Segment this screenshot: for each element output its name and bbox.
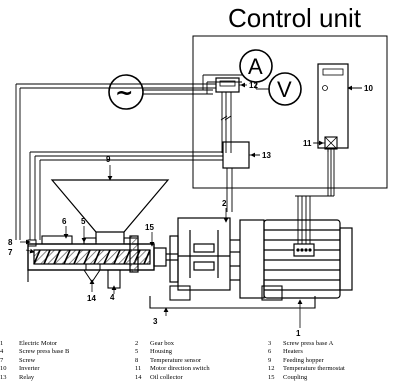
legend-label: Screw press base B bbox=[19, 348, 70, 356]
voltmeter-icon bbox=[269, 73, 301, 105]
legend-number: 2 bbox=[135, 340, 139, 347]
callout-14: 14 bbox=[87, 294, 96, 303]
legend-number: 11 bbox=[135, 365, 142, 373]
callout-10: 10 bbox=[364, 84, 373, 93]
legend-label: Temperature sensor bbox=[150, 356, 201, 364]
legend-row bbox=[0, 348, 407, 356]
legend-row bbox=[0, 374, 407, 382]
control-wiring-right bbox=[227, 168, 232, 212]
legend-label: Feeding hopper bbox=[283, 356, 324, 364]
gear-box bbox=[170, 218, 240, 290]
callout-leaders bbox=[20, 85, 362, 328]
callout-5: 5 bbox=[81, 217, 86, 226]
legend-label: Relay bbox=[19, 373, 35, 381]
temperature-sensor bbox=[28, 240, 36, 246]
ac-source-icon bbox=[109, 75, 143, 109]
callout-8: 8 bbox=[8, 238, 13, 247]
control-unit-title: Control unit bbox=[228, 3, 361, 33]
legend-number: 15 bbox=[268, 373, 275, 381]
legend-label: Housing bbox=[150, 348, 173, 356]
oil-collector bbox=[84, 264, 100, 282]
inverter-motor-wiring bbox=[295, 148, 334, 248]
callout-12: 12 bbox=[249, 81, 258, 90]
legend-number: 12 bbox=[268, 365, 275, 373]
feeding-hopper bbox=[52, 180, 168, 242]
ammeter-icon bbox=[240, 50, 272, 82]
legend-number: 13 bbox=[0, 373, 7, 381]
legend-label: Oil collector bbox=[150, 373, 183, 381]
temperature-thermostat bbox=[216, 78, 245, 92]
relay bbox=[223, 142, 249, 168]
legend-label: Temperature thermostat bbox=[283, 365, 345, 373]
screw-press-bases bbox=[28, 270, 315, 308]
callout-3: 3 bbox=[153, 317, 158, 326]
legend-row bbox=[0, 365, 407, 373]
ac-source-symbol: ~ bbox=[115, 81, 134, 106]
ammeter-symbol: A bbox=[248, 54, 263, 79]
callout-13: 13 bbox=[262, 151, 271, 160]
callout-11: 11 bbox=[303, 139, 312, 148]
legend-row bbox=[0, 340, 407, 348]
callout-7: 7 bbox=[8, 248, 13, 257]
legend-label: Gear box bbox=[150, 340, 175, 347]
callout-4: 4 bbox=[110, 293, 115, 302]
legend-row bbox=[0, 357, 407, 365]
callout-2: 2 bbox=[222, 199, 227, 208]
legend-label: Heaters bbox=[283, 348, 303, 356]
legend-label: Motor direction switch bbox=[150, 365, 210, 373]
legend-label: Screw press base A bbox=[283, 340, 334, 347]
legend-number: 10 bbox=[0, 365, 7, 373]
callout-15: 15 bbox=[145, 223, 154, 232]
legend-label: Coupling bbox=[283, 373, 308, 381]
inverter bbox=[318, 64, 348, 148]
legend-number: 1 bbox=[0, 340, 4, 347]
legend-number: 14 bbox=[135, 373, 142, 381]
callout-6: 6 bbox=[62, 217, 67, 226]
motor-direction-switch bbox=[325, 137, 337, 149]
legend-number: 9 bbox=[268, 356, 272, 364]
callout-1: 1 bbox=[296, 329, 301, 338]
legend-label: Inverter bbox=[19, 365, 40, 373]
legend-label: Electric Motor bbox=[19, 340, 58, 347]
legend-number: 5 bbox=[135, 348, 139, 356]
legend-number: 4 bbox=[0, 348, 4, 356]
voltmeter-symbol: V bbox=[277, 77, 292, 102]
electric-motor bbox=[240, 220, 352, 298]
callout-9: 9 bbox=[106, 155, 111, 164]
legend-number: 6 bbox=[268, 348, 272, 356]
parts-legend bbox=[0, 338, 407, 391]
legend-number: 7 bbox=[0, 356, 4, 364]
legend-label: Screw bbox=[19, 356, 36, 364]
legend-number: 8 bbox=[135, 356, 139, 364]
legend-number: 3 bbox=[268, 340, 272, 347]
